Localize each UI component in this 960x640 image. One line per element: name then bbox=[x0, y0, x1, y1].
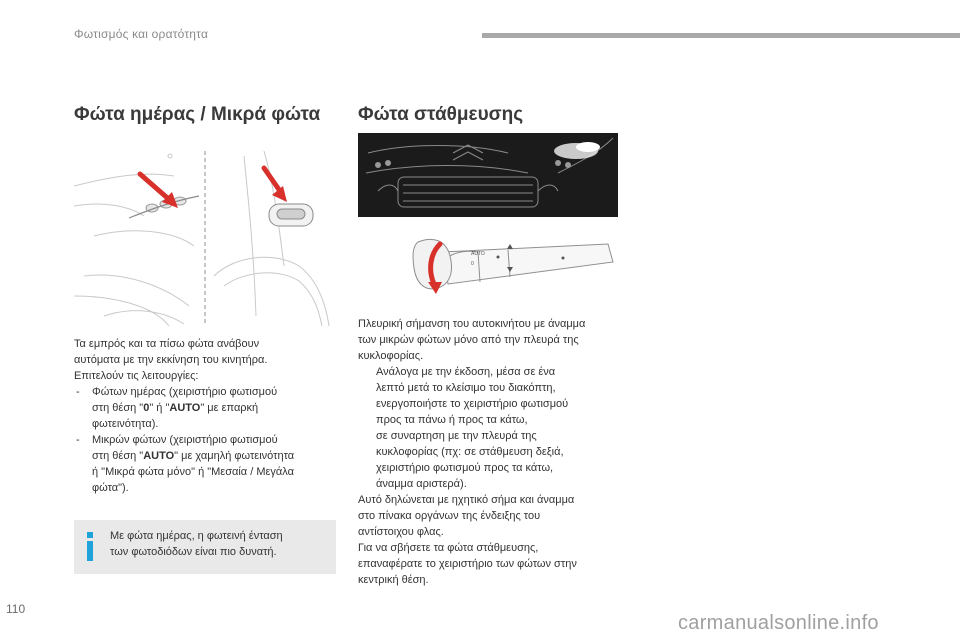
daytime-lights-title: Φώτα ημέρας / Μικρά φώτα bbox=[74, 104, 321, 125]
car-front-night-illustration bbox=[358, 133, 618, 217]
info-icon bbox=[84, 532, 96, 562]
stalk-label-zero: 0 bbox=[471, 261, 474, 267]
info-note bbox=[74, 520, 336, 574]
list-dash: - bbox=[76, 434, 80, 446]
section-title: Φωτισμός και ορατότητα bbox=[74, 27, 209, 41]
bullet-item: Ανάλογα με την έκδοση, μέσα σε ένα λεπτό μετά το κλείσιμο του διακόπτη, ενεργοποιήστε το χειριστήριο φωτισμού προς τα πάνω ή προς τα κάτω, σε συναρτηση με την πλευρά της κυκλοφορίας (πχ: σε στάθμευση δεξιά, χειριστήριο φωτισμού προς τα κάτω, άναμμα αριστερά). bbox=[376, 366, 569, 490]
parking-lights-description: Πλευρική σήμανση του αυτοκινήτου με άναμμα των μικρών φώτων μόνο από την πλευρά της κυκλοφορίας. Ανάλογα με την έκδοση, μέσα σε ένα λεπτό μετά το κλείσιμο του διακόπτη, ενεργοποιήστε το χειριστήριο φωτισμού προς τα πάνω ή προς τα κάτω, σε συναρτηση με την πλευρά της κυκλοφορίας (πχ: σε στάθμευση δεξιά, χειριστήριο φωτισμού προς τα κάτω, άναμμα αριστερά). Αυτό δηλώνεται με ηχητικό σήμα και άναμμα στο πίνακα οργάνων της ένδειξης του αντίστοιχου φλας. Για να σβήσετε τα φώτα στάθμευσης, επαναφέρατε το χειριστήριο των φώτων στην κεντρική θέση. bbox=[358, 316, 620, 588]
info-note-text: Με φώτα ημέρας, η φωτεινή ένταση των φωτοδιόδων είναι πιο δυνατή. bbox=[110, 530, 283, 558]
parking-lights-title: Φώτα στάθμευσης bbox=[358, 104, 524, 125]
header-bar bbox=[482, 33, 960, 38]
watermark: carmanualsonline.info bbox=[678, 612, 879, 634]
intro-line: Επιτελούν τις λειτουργίες: bbox=[74, 370, 199, 382]
list-dash: - bbox=[76, 386, 80, 398]
car-front-side-illustration bbox=[74, 146, 336, 326]
list-item-sidelights: - Μικρών φώτων (χειριστήριο φωτισμού στη θέση "AUTO" με χαμηλή φωτεινότητα ή "Μικρά φώτα μόνο" ή "Μεσαία / Μεγάλα φώτα"). bbox=[76, 434, 295, 494]
stalk-label-auto: AUTO bbox=[471, 251, 485, 257]
page-number: 110 bbox=[6, 602, 26, 616]
daytime-lights-description bbox=[74, 336, 336, 496]
intro-line: Τα εμπρός και τα πίσω φώτα ανάβουν bbox=[74, 338, 260, 350]
list-item-daytime: - Φώτων ημέρας (χειριστήριο φωτισμού στη θέση "0" ή "AUTO" με επαρκή φωτεινότητα). bbox=[76, 386, 278, 430]
lighting-stalk-illustration bbox=[358, 222, 618, 310]
intro-line: αυτόματα με την εκκίνηση του κινητήρα. bbox=[74, 354, 268, 366]
